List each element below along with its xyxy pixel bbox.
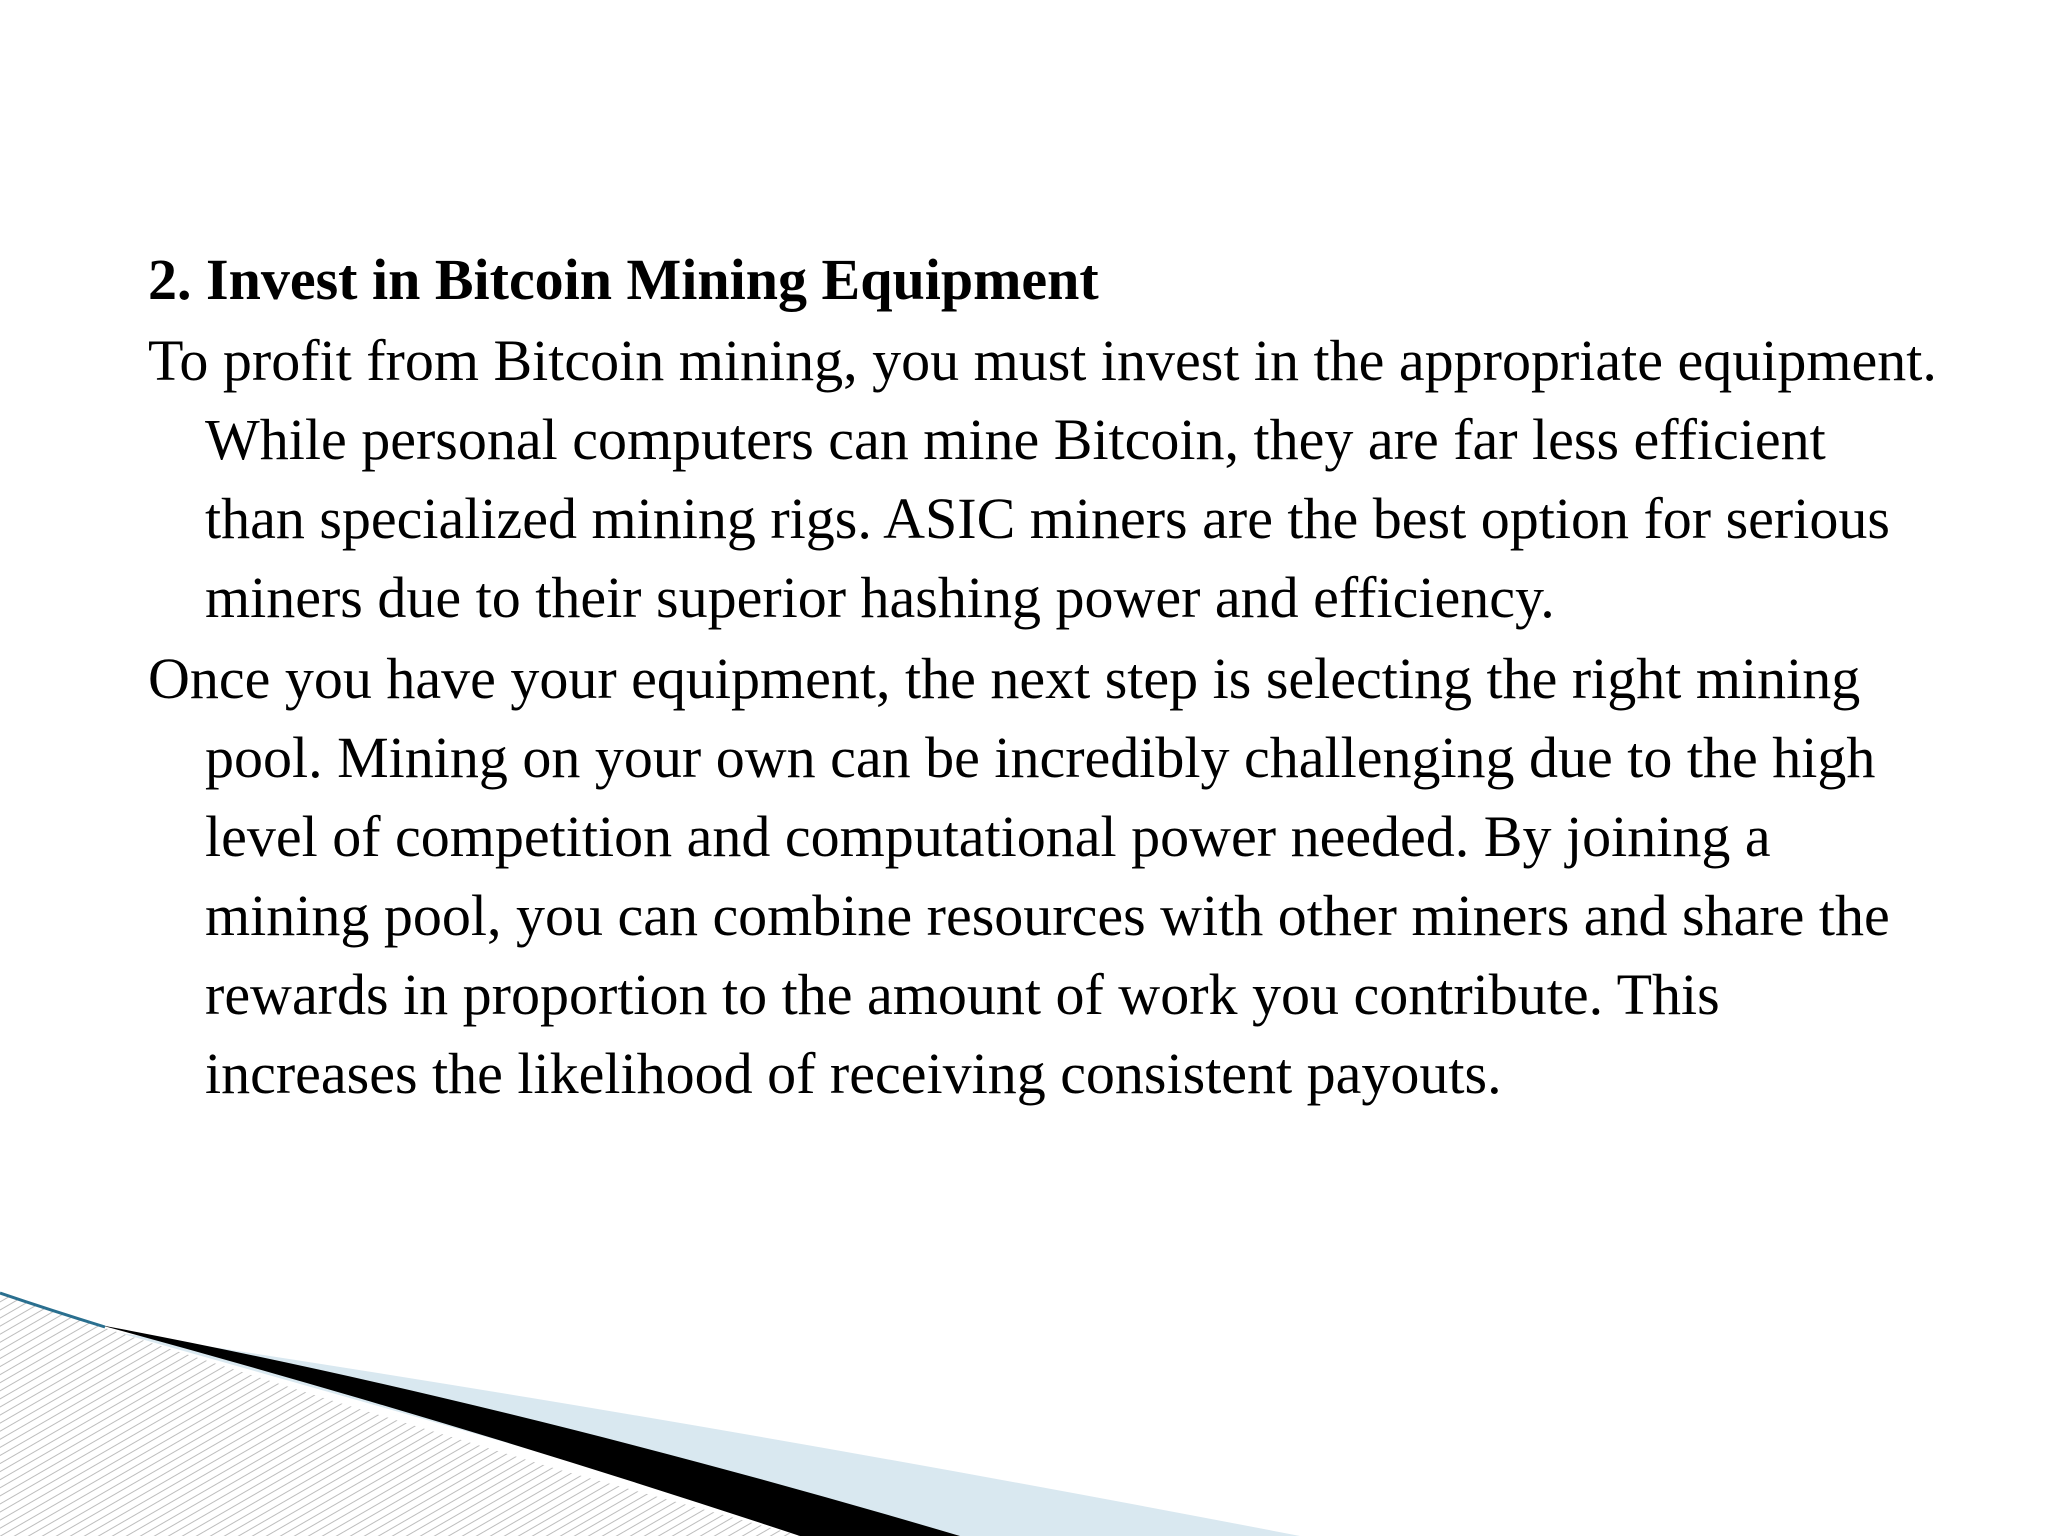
slide-heading: 2. Invest in Bitcoin Mining Equipment: [148, 247, 1099, 312]
paragraph-equipment: To profit from Bitcoin mining, you must invest in the appropriate equipment. While personal computers can mine Bitcoin, they are far less efficient than specialized mining rigs. ASIC miners are the best option for serious miners due to their superior hashing power and efficiency.: [148, 328, 1937, 630]
slide-content: [148, 240, 1938, 1115]
hatched-region: [0, 1293, 800, 1536]
light-blue-band: [120, 1333, 1300, 1536]
blue-accent-line: [0, 1293, 105, 1327]
paragraph-mining-pool: Once you have your equipment, the next step is selecting the right mining pool. Mining on your own can be incredibly challenging due to the high level of competition and computational power needed. By joining a mining pool, you can combine resources with other miners and share the rewards in proportion to the amount of work you contribute. This increases the likelihood of receiving consistent payouts.: [148, 646, 1890, 1106]
black-wedge: [100, 1325, 960, 1536]
